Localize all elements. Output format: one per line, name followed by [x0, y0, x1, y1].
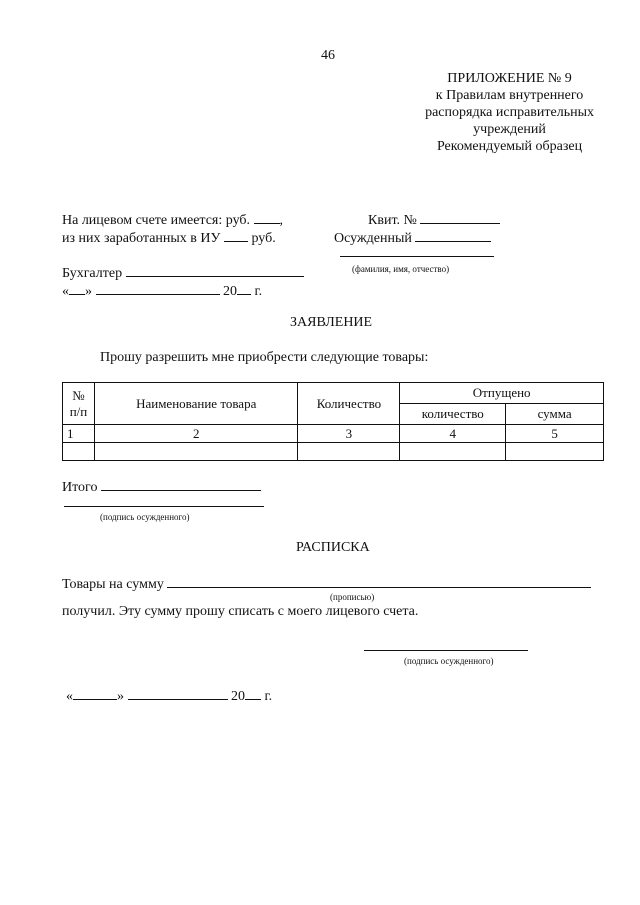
appendix-line-4: Рекомендуемый образец [436, 139, 583, 154]
date-close-quote: » [117, 689, 124, 704]
account-line-1 [62, 211, 283, 229]
appendix-title: ПРИЛОЖЕНИЕ № 9 [447, 71, 572, 86]
accountant-field[interactable] [126, 264, 304, 277]
table-row[interactable] [63, 443, 604, 461]
date-open-quote: « [66, 689, 73, 704]
account-line-2-suffix: руб. [251, 231, 276, 246]
convict-name-caption: (фамилия, имя, отчество) [352, 264, 450, 274]
table-cell: 1 [63, 425, 95, 443]
header-released-quantity: количество [400, 404, 506, 425]
table-cell[interactable] [400, 443, 506, 461]
earned-rub-field[interactable] [224, 229, 248, 242]
convict-field[interactable] [415, 229, 491, 242]
date-year-prefix: 20 [231, 689, 245, 704]
header-released-sum: сумма [506, 404, 604, 425]
header-released: Отпущено [400, 383, 604, 404]
kvit-label: Квит. № [368, 213, 417, 228]
raspiska-date [66, 687, 272, 705]
account-line-1-suffix: , [279, 213, 284, 228]
words-caption: (прописью) [330, 592, 375, 602]
accountant-date [62, 282, 262, 300]
table-cell[interactable] [298, 443, 400, 461]
account-line-1-prefix: На лицевом счете имеется: руб. [62, 213, 251, 228]
total-label: Итого [62, 480, 98, 495]
date-month-field[interactable] [96, 282, 220, 295]
total-signature-caption: (подпись осужденного) [100, 512, 190, 522]
header-number: № п/п [63, 383, 95, 425]
appendix-line-3: учреждений [473, 122, 546, 137]
table-cell[interactable] [63, 443, 95, 461]
appendix-line-2: распорядка исправительных [425, 105, 594, 120]
kvit-number-field[interactable] [420, 211, 500, 224]
table-cell[interactable] [94, 443, 298, 461]
goods-sum-line [62, 575, 591, 593]
appendix-line-1: к Правилам внутреннего [435, 88, 584, 103]
table-cell: 3 [298, 425, 400, 443]
table-cell: 2 [94, 425, 298, 443]
statement-text: Прошу разрешить мне приобрести следующие товары: [100, 350, 429, 365]
accountant-label: Бухгалтер [62, 266, 123, 281]
account-rub-field[interactable] [254, 211, 280, 224]
total-signature-line[interactable] [64, 506, 264, 507]
date-open-quote: « [62, 284, 69, 299]
header-quantity: Количество [298, 383, 400, 425]
date-year-suffix: г. [264, 689, 273, 704]
table-cell: 4 [400, 425, 506, 443]
table-cell: 5 [506, 425, 604, 443]
date-day-field[interactable] [73, 687, 117, 700]
raspiska-signature-caption: (подпись осужденного) [404, 656, 494, 666]
date-month-field[interactable] [128, 687, 228, 700]
raspiska-signature-line[interactable] [364, 650, 528, 651]
convict-name-line[interactable] [340, 256, 494, 257]
convict-line [334, 229, 491, 247]
table-cell[interactable] [506, 443, 604, 461]
goods-sum-label: Товары на сумму [62, 577, 164, 592]
appendix-header [425, 70, 594, 155]
goods-sum-field[interactable] [167, 575, 591, 588]
total-field[interactable] [101, 478, 261, 491]
convict-label: Осужденный [334, 231, 412, 246]
table-header-row [63, 383, 604, 404]
account-line-2 [62, 229, 276, 247]
date-year-field[interactable] [237, 282, 251, 295]
total-line [62, 478, 261, 496]
date-year-field[interactable] [245, 687, 261, 700]
header-goods-name: Наименование товара [94, 383, 298, 425]
table-number-row [63, 425, 604, 443]
accountant-line [62, 264, 304, 282]
date-year-prefix: 20 [223, 284, 237, 299]
page-number: 46 [321, 48, 335, 63]
statement-title: ЗАЯВЛЕНИЕ [290, 315, 373, 330]
account-line-2-prefix: из них заработанных в ИУ [62, 231, 221, 246]
date-day-field[interactable] [69, 282, 85, 295]
goods-table [62, 382, 604, 461]
date-close-quote: » [85, 284, 92, 299]
received-text: получил. Эту сумму прошу списать с моего лицевого счета. [62, 604, 419, 619]
raspiska-title: РАСПИСКА [296, 540, 370, 555]
date-year-suffix: г. [254, 284, 263, 299]
kvit-line [368, 211, 500, 229]
